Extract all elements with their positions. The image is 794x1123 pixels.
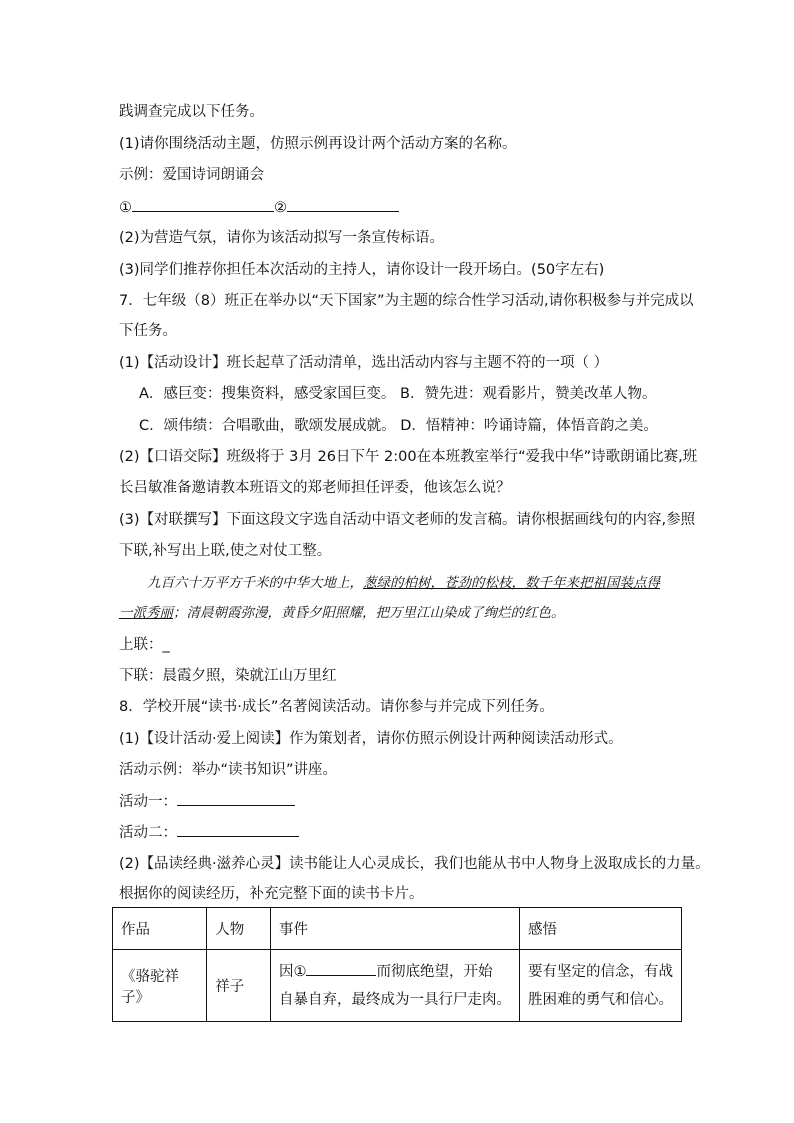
activity-example: 活动示例：举办“读书知识”讲座。 bbox=[119, 762, 338, 778]
question-7-stem-2: 下任务。 bbox=[119, 323, 177, 339]
event-blank bbox=[306, 961, 376, 976]
answer-blank-2 bbox=[287, 197, 399, 212]
header-insight: 感悟 bbox=[520, 908, 682, 950]
circled-1: ① bbox=[119, 200, 132, 216]
question-7-part-3a: (3)【对联撰写】下面这段文字选自活动中语文老师的发言稿。请你根据画线句的内容,参照 bbox=[119, 512, 696, 528]
header-event: 事件 bbox=[270, 908, 519, 950]
activity-1-line: 活动一： bbox=[119, 791, 295, 812]
options-cd: C．颂伟绩：合唱歌曲，歌颂发展成就。 D．悟精神：吟诵诗篇，体悟音韵之美。 bbox=[139, 418, 658, 434]
question-7-part-1: (1)【活动设计】班长起草了活动清单，选出活动内容与主题不符的一项（ ） bbox=[119, 355, 609, 371]
underlined-sentence-end: 一派秀丽 bbox=[119, 605, 173, 621]
answer-blanks-line bbox=[119, 197, 399, 218]
circled-2: ② bbox=[274, 200, 287, 216]
table-row bbox=[113, 950, 682, 1022]
question-7-part-2b: 长吕敏准备邀请教本班语文的郑老师担任评委，他该怎么说？ bbox=[119, 480, 511, 496]
question-6-part-3: (3)同学们推荐你担任本次活动的主持人，请你设计一段开场白。(50字左右) bbox=[119, 262, 605, 278]
question-6-part-2: (2)为营造气氛，请你为该活动拟写一条宣传标语。 bbox=[119, 230, 445, 246]
question-6-part-1: (1)请你围绕活动主题，仿照示例再设计两个活动方案的名称。 bbox=[119, 136, 517, 152]
passage-line-2: 一派秀丽；清晨朝霞弥漫，黄昏夕阳照耀，把万里江山染成了绚烂的红色。 bbox=[119, 605, 565, 621]
activity-2-line: 活动二： bbox=[119, 822, 299, 843]
text-line: 践调查完成以下任务。 bbox=[119, 104, 264, 120]
cell-insight: 要有坚定的信念，有战 胜困难的勇气和信心。 bbox=[520, 950, 682, 1022]
activity-1-blank bbox=[177, 791, 295, 806]
question-8-part-2b: 根据你的阅读经历，补充完整下面的读书卡片。 bbox=[119, 886, 424, 902]
header-work: 作品 bbox=[113, 908, 207, 950]
cell-person: 祥子 bbox=[207, 950, 271, 1022]
lower-couplet: 下联：晨霞夕照，染就江山万里红 bbox=[119, 668, 337, 684]
question-8-stem: 8．学校开展“读书·成长”名著阅读活动。请你参与并完成下列任务。 bbox=[119, 699, 554, 715]
cell-work: 《骆驼祥子》 bbox=[113, 950, 207, 1022]
cell-event: 因① 而彻底绝望，开始 自暴自弃，最终成为一具行尸走肉。 bbox=[270, 950, 519, 1022]
upper-couplet: 上联：_ bbox=[119, 637, 170, 653]
question-8-part-1: (1)【设计活动·爱上阅读】作为策划者，请你仿照示例设计两种阅读活动形式。 bbox=[119, 731, 623, 747]
question-7-part-3b: 下联,补写出上联,使之对仗工整。 bbox=[119, 543, 332, 559]
question-7-stem-1: 7．七年级（8）班正在举办以“天下国家”为主题的综合性学习活动,请你积极参与并完成以 bbox=[119, 293, 694, 309]
passage-line-1: 九百六十万平方千米的中华大地上，葱绿的柏树，苍劲的松枝，数千年来把祖国装点得 bbox=[147, 575, 660, 591]
header-person: 人物 bbox=[207, 908, 271, 950]
activity-2-blank bbox=[177, 822, 299, 837]
options-ab: A．感巨变：搜集资料，感受家国巨变。 B．赞先进：观看影片，赞美改革人物。 bbox=[139, 386, 657, 402]
answer-blank-1 bbox=[132, 197, 274, 212]
underlined-sentence: 葱绿的柏树，苍劲的松枝，数千年来把祖国装点得 bbox=[363, 575, 660, 591]
table-header-row bbox=[113, 908, 682, 950]
example-line: 示例：爱国诗词朗诵会 bbox=[119, 167, 264, 183]
reading-card-table bbox=[112, 907, 682, 1022]
question-8-part-2a: (2)【品读经典·滋养心灵】读书能让人心灵成长，我们也能从书中人物身上汲取成长的力量。 bbox=[119, 856, 710, 872]
question-7-part-2a: (2)【口语交际】班级将于 3月 26日下午 2:00在本班教室举行“爱我中华”诗歌朗诵比赛,班 bbox=[119, 449, 698, 465]
